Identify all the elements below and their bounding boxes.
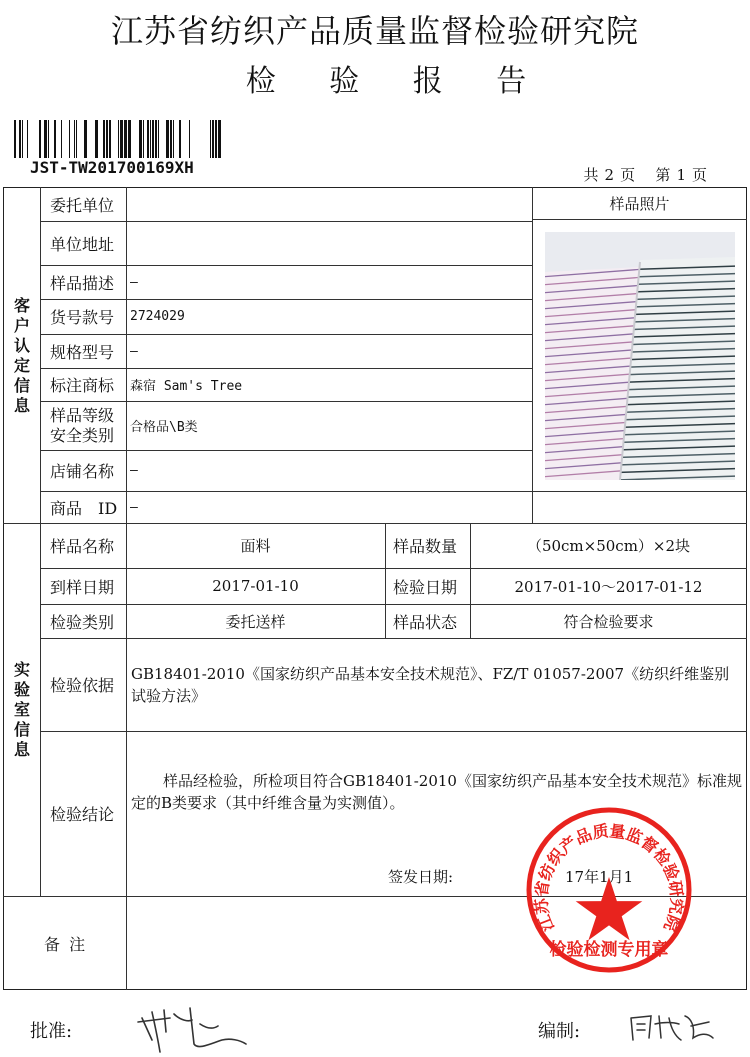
item-number-label: 货号款号 bbox=[50, 308, 115, 327]
page-indicator: 共 2 页 第 1 页 bbox=[583, 166, 707, 184]
basis-label: 检验依据 bbox=[50, 676, 115, 695]
compile-label: 编制: bbox=[538, 1021, 581, 1042]
product-id-value: — bbox=[130, 499, 138, 515]
conclusion-text: 样品经检验，所检项目符合GB18401-2010《国家纺织产品基本安全技术规范》标准规定的B类要求（其中纤维含量为实测值）。 bbox=[131, 772, 742, 812]
client-label: 委托单位 bbox=[50, 195, 115, 215]
approver-signature bbox=[130, 1000, 250, 1055]
category-label: 检验类别 bbox=[50, 612, 115, 632]
description-label: 样品描述 bbox=[50, 273, 115, 293]
barcode-icon bbox=[14, 120, 224, 158]
spec-label: 规格型号 bbox=[50, 342, 115, 362]
photo-label: 样品照片 bbox=[609, 194, 670, 213]
shop-label: 店铺名称 bbox=[50, 462, 115, 481]
official-stamp bbox=[524, 805, 694, 975]
issue-date-label: 签发日期: bbox=[388, 868, 454, 886]
basis-value: GB18401-2010《国家纺织产品基本安全技术规范》、FZ/T 01057-2007《纺织纤维鉴别试验方法》 bbox=[131, 665, 730, 705]
arrival-date-value: 2017-01-10 bbox=[212, 577, 299, 595]
institute-title: 江苏省纺织产品质量监督检验研究院 bbox=[110, 12, 639, 50]
test-date-label: 检验日期 bbox=[393, 577, 458, 597]
arrival-date-label: 到样日期 bbox=[50, 577, 115, 597]
grade-value: 合格品\B类 bbox=[130, 420, 198, 435]
test-date-value: 2017-01-10～2017-01-12 bbox=[514, 577, 703, 596]
remarks-label: 备 注 bbox=[44, 934, 88, 954]
conclusion-label: 检验结论 bbox=[50, 805, 115, 824]
sample-qty-value: （50cm×50cm）×2块 bbox=[526, 537, 691, 555]
svg-text:检验检测专用章: 检验检测专用章 bbox=[549, 940, 669, 960]
report-title: 检 验 报 告 bbox=[245, 64, 549, 99]
sample-qty-label: 样品数量 bbox=[393, 537, 458, 556]
address-label: 单位地址 bbox=[50, 234, 115, 254]
status-label: 样品状态 bbox=[393, 612, 458, 632]
item-number-value: 2724029 bbox=[130, 309, 185, 324]
category-value: 委托送样 bbox=[225, 612, 286, 631]
stamp-star-icon bbox=[576, 877, 643, 940]
issue-date-value: 17年1月1 bbox=[565, 868, 634, 886]
svg-text:江苏省纺织产品质量监督检验研究院: 江苏省纺织产品质量监督检验研究院 bbox=[531, 821, 687, 935]
spec-value: — bbox=[130, 343, 138, 359]
report-number: JST-TW201700169XH bbox=[30, 158, 194, 177]
sample-name-label: 样品名称 bbox=[50, 537, 115, 556]
trademark-value: 森宿 Sam's Tree bbox=[130, 379, 243, 394]
product-id-label: 商品 ID bbox=[50, 498, 118, 518]
grade-label: 样品等级 安全类别 bbox=[50, 405, 115, 445]
description-value: — bbox=[130, 274, 138, 290]
sample-photo bbox=[545, 232, 735, 480]
customer-section-label: 客户认定信息 bbox=[13, 296, 30, 415]
lab-section-label: 实验室信息 bbox=[13, 660, 30, 759]
sample-name-value: 面料 bbox=[240, 537, 271, 555]
approve-label: 批准: bbox=[30, 1021, 73, 1042]
trademark-label: 标注商标 bbox=[50, 376, 115, 395]
shop-value: — bbox=[130, 463, 138, 478]
status-value: 符合检验要求 bbox=[563, 612, 654, 631]
compiler-signature bbox=[625, 1008, 720, 1048]
